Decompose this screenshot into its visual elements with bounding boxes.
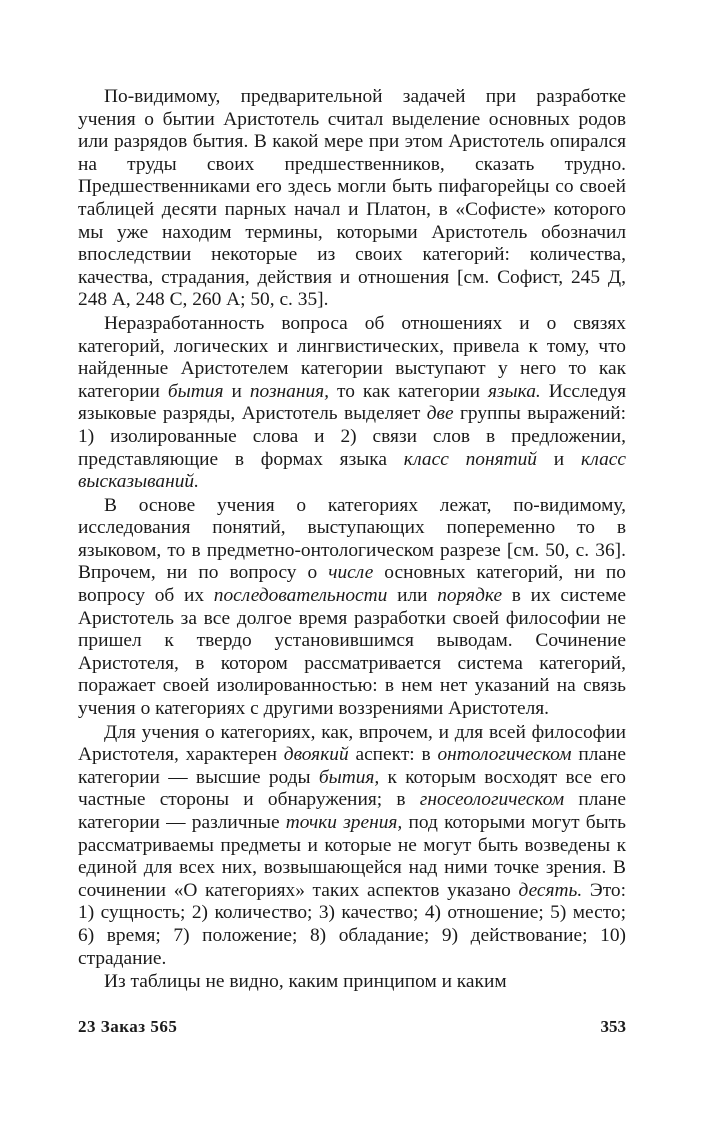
text-run: или	[387, 585, 438, 607]
text-run: Из таблицы не видно, каким принципом и каким	[104, 971, 507, 993]
italic-term: языка.	[487, 380, 541, 402]
italic-term: последовательности	[213, 585, 388, 607]
text-run: Это: 1) сущность; 2) количество; 3) качество; 4) отношение; 5) место; 6) время; 7) положение; 8) обладание; 9) действование; 10) страдание.	[78, 879, 626, 969]
paragraph	[78, 86, 626, 312]
text-run: в их системе Аристотель за все долгое время разработки своей философии не пришел к твердо установившимся выводам. Сочинение Аристотеля, в котором рассматривается система категорий, поражает своей изолированностью: в нем нет указаний на связь учения о категориях с другими воззрениями Аристотеля.	[78, 585, 626, 720]
italic-term: онтологическом	[437, 744, 572, 766]
text-run: плане категории — различные	[78, 789, 626, 833]
text-run: то как категории	[329, 380, 488, 402]
paragraph	[78, 313, 626, 494]
paragraph	[78, 722, 626, 971]
text-run: и	[223, 380, 250, 402]
italic-term: точки зрения,	[285, 812, 403, 833]
text-run: основных категорий, ни по вопросу об их	[78, 562, 627, 607]
page-body	[78, 86, 626, 994]
page-footer	[78, 1017, 626, 1041]
text-run: По-видимому, предварительной задачей при разработке учения о бытии Аристотель считал выделение основных родов или разрядов бытия. В какой мере при этом Аристотель опирался на труды своих предшественников, сказать трудно. Предшественниками его здесь могли быть пифагорейцы со своей таблицей десяти парных начал и Платон, в «Софисте» которого мы уже находим термины, которыми Аристотель обозначил впоследствии некоторые из своих категорий: количества, качества, страдания, действия и отношения [см. Софист, 245 Д, 248 А, 248 С, 260 А; 50, с. 35].	[78, 86, 626, 311]
text-run: к которым восходят все его частные стороны и обнаружения; в	[78, 766, 626, 811]
text-run: Исследуя языковые разряды, Аристотель выделяет	[78, 380, 626, 425]
italic-term: бытия	[167, 380, 224, 402]
text-run: и	[537, 448, 581, 470]
italic-term: гносеологическом	[419, 789, 565, 811]
paragraph	[78, 971, 626, 994]
italic-term: класс высказываний.	[78, 448, 626, 493]
printer-signature: 23 Заказ 565	[78, 1017, 178, 1036]
italic-term: бытия,	[318, 766, 380, 788]
text-run: под которыми могут быть рассматриваемы предметы и которые не могут быть возведены к единой для всех них, возвышающейся над ними точке зрения. В сочинении «О категориях» таких аспектов указано	[78, 812, 627, 901]
page-number: 353	[600, 1017, 626, 1036]
italic-term: числе	[328, 562, 374, 584]
paragraph	[78, 495, 626, 721]
italic-term: двоякий	[283, 744, 349, 766]
text-run: Неразработанность вопроса об отношениях и о связях категорий, логических и лингвистических, привела к тому, что найденные Аристотелем категории выступают у него то как категории	[78, 312, 626, 402]
text-run: Для учения о категориях, как, впрочем, и для всей философии Аристотеля, характерен	[78, 721, 626, 766]
text-run: группы выражений: 1) изолированные слова и 2) связи слов в предложении, представляющие в формах языка	[78, 403, 626, 470]
text-run: плане категории — высшие роды	[78, 744, 626, 788]
text-run: аспект: в	[348, 744, 438, 766]
italic-term: две	[426, 403, 454, 425]
italic-term: познания,	[249, 380, 330, 402]
italic-term: порядке	[437, 585, 503, 607]
italic-term: класс понятий	[403, 448, 538, 470]
text-run: В основе учения о категориях лежат, по-видимому, исследования понятий, выступающих попеременно то в языковом, то в предметно-онтологическом разрезе [см. 50, с. 36]. Впрочем, ни по вопросу о	[78, 494, 626, 584]
italic-term: десять.	[518, 879, 583, 901]
